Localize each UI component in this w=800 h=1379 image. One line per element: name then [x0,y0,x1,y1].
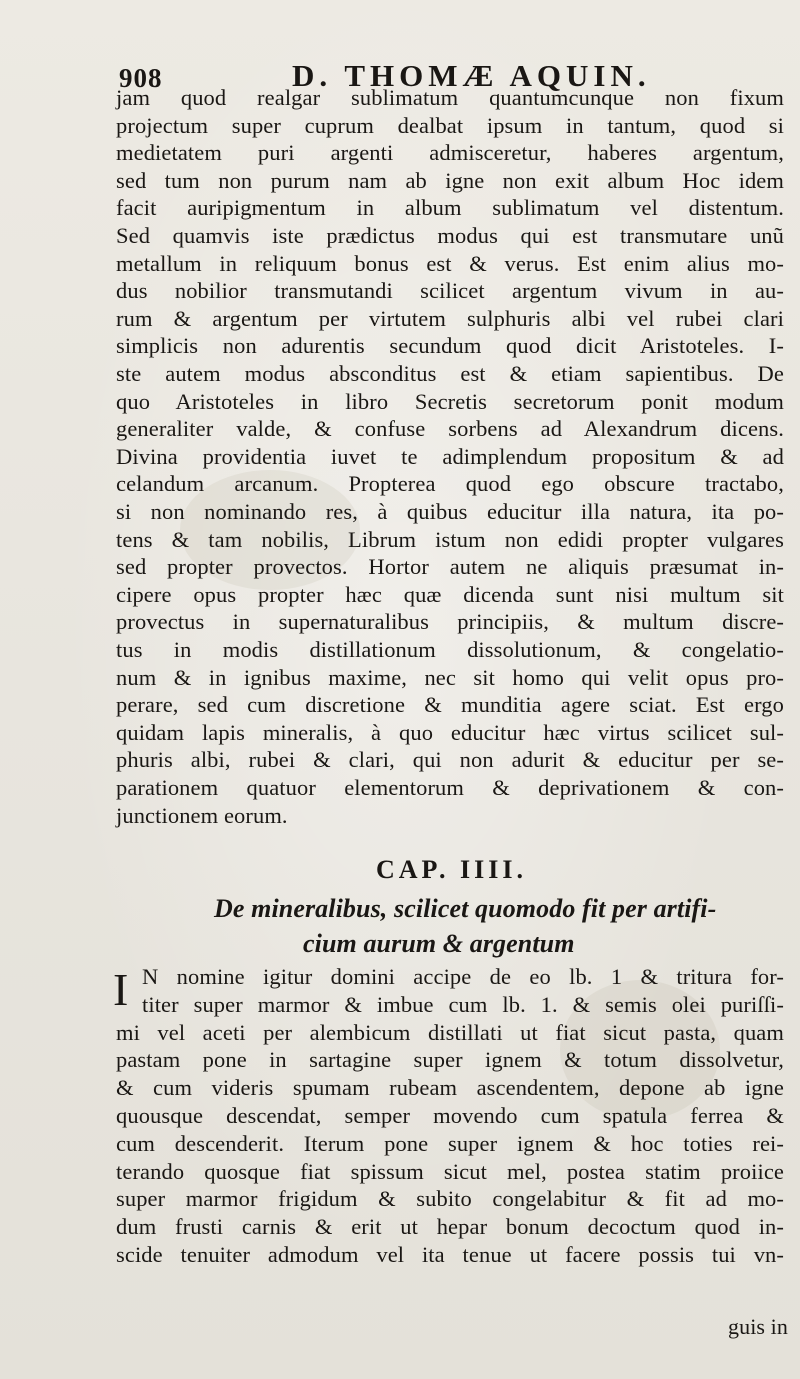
chapter-line: super marmor frigidum & subito congelabitur & fit ad mo- [116,1186,784,1212]
body-line: parationem quatuor elementorum & deprivationem & con- [116,775,784,800]
chapter-line: quousque descendat, semper movendo cum spatula ferrea & [116,1103,784,1128]
dropcap-letter: I [113,964,129,1015]
body-line: junctionem eorum. [116,802,288,828]
chapter-title-line-2: cium aurum & argentum [303,929,575,958]
body-line: jam quod realgar sublimatum quantumcunque non fixum [116,85,784,110]
body-line: quidam lapis mineralis, à quo educitur hæc virtus scilicet sul- [116,719,784,745]
body-line: Divina providentia iuvet te adimplendum propositum & ad [116,443,784,469]
chapter-line: titer super marmor & imbue cum lb. 1. & semis olei puriſſi- [142,991,784,1017]
chapter-line: mi vel aceti per alembicum distillati ut fiat sicut pasta, quam [116,1019,784,1045]
body-line: simplicis non adurentis secundum quod dicit Aristoteles. I- [116,333,784,359]
body-line: ste autem modus absconditus est & etiam sapientibus. De [116,361,784,386]
body-line: metallum in reliquum bonus est & verus. Est enim alius mo- [116,250,784,276]
body-line: celandum arcanum. Propterea quod ego obscure tractabo, [116,471,784,497]
body-line: tens & tam nobilis, Librum istum non edidi propter vulgares [116,526,784,552]
body-line: phuris albi, rubei & clari, qui non adurit & educitur per se- [116,747,784,773]
chapter-line: N nomine igitur domini accipe de eo lb. 1 & tritura for- [142,964,784,989]
chapter-heading: CAP. IIII. [376,855,528,884]
chapter-line: cum descenderit. Iterum pone super ignem & hoc toties rei- [116,1130,784,1156]
body-line: cipere opus propter hæc quæ dicenda sunt nisi multum sit [116,581,784,607]
body-line: sed propter provectos. Hortor autem ne aliquis præsumat in- [116,554,784,580]
body-line: num & in ignibus maxime, nec sit homo qui velit opus pro- [116,664,784,690]
body-line: rum & argentum per virtutem sulphuris albi vel rubei clari [116,305,784,331]
body-line: quo Aristoteles in libro Secretis secretorum ponit modum [116,388,784,414]
body-line: dus nobilior transmutandi scilicet argentum vivum in au- [116,278,784,304]
running-head: D. THOMÆ AQUIN. [292,58,651,93]
chapter-line: dum frusti carnis & erit ut hepar bonum decoctum quod in- [116,1214,784,1240]
chapter-title-line-1: De mineralibus, scilicet quomodo fit per artifi- [214,894,717,923]
chapter-line: & cum videris spumam rubeam ascendentem, depone ab igne [116,1075,784,1101]
body-line: sed tum non purum nam ab igne non exit album Hoc idem [116,167,784,193]
body-line: projectum super cuprum dealbat ipsum in tantum, quod si [116,112,784,138]
catchword: guis in [728,1314,788,1339]
body-line: provectus in supernaturalibus principiis, & multum discre- [116,609,784,635]
body-line: tus in modis distillationum dissolutionum, & congelatio- [116,637,784,662]
body-line: facit auripigmentum in album sublimatum vel distentum. [116,195,784,221]
chapter-line: pastam pone in sartagine super ignem & totum dissolvetur, [116,1047,784,1073]
body-line: medietatem puri argenti admisceretur, haberes argentum, [116,140,784,166]
page-number: 908 [119,63,163,93]
body-line: generaliter valde, & confuse sorbens ad Alexandrum dicens. [116,416,784,442]
chapter-line: terando quosque fiat spissum sicut mel, postea statim proiice [116,1158,784,1184]
chapter-line: scide tenuiter admodum vel ita tenue ut facere possis tui vn- [116,1242,784,1267]
body-line: si non nominando res, à quibus educitur illa natura, ita po- [116,499,784,524]
body-line: Sed quamvis iste prædictus modus qui est transmutare unũ [116,223,784,248]
body-line: perare, sed cum discretione & munditia agere sciat. Est ergo [116,692,784,718]
